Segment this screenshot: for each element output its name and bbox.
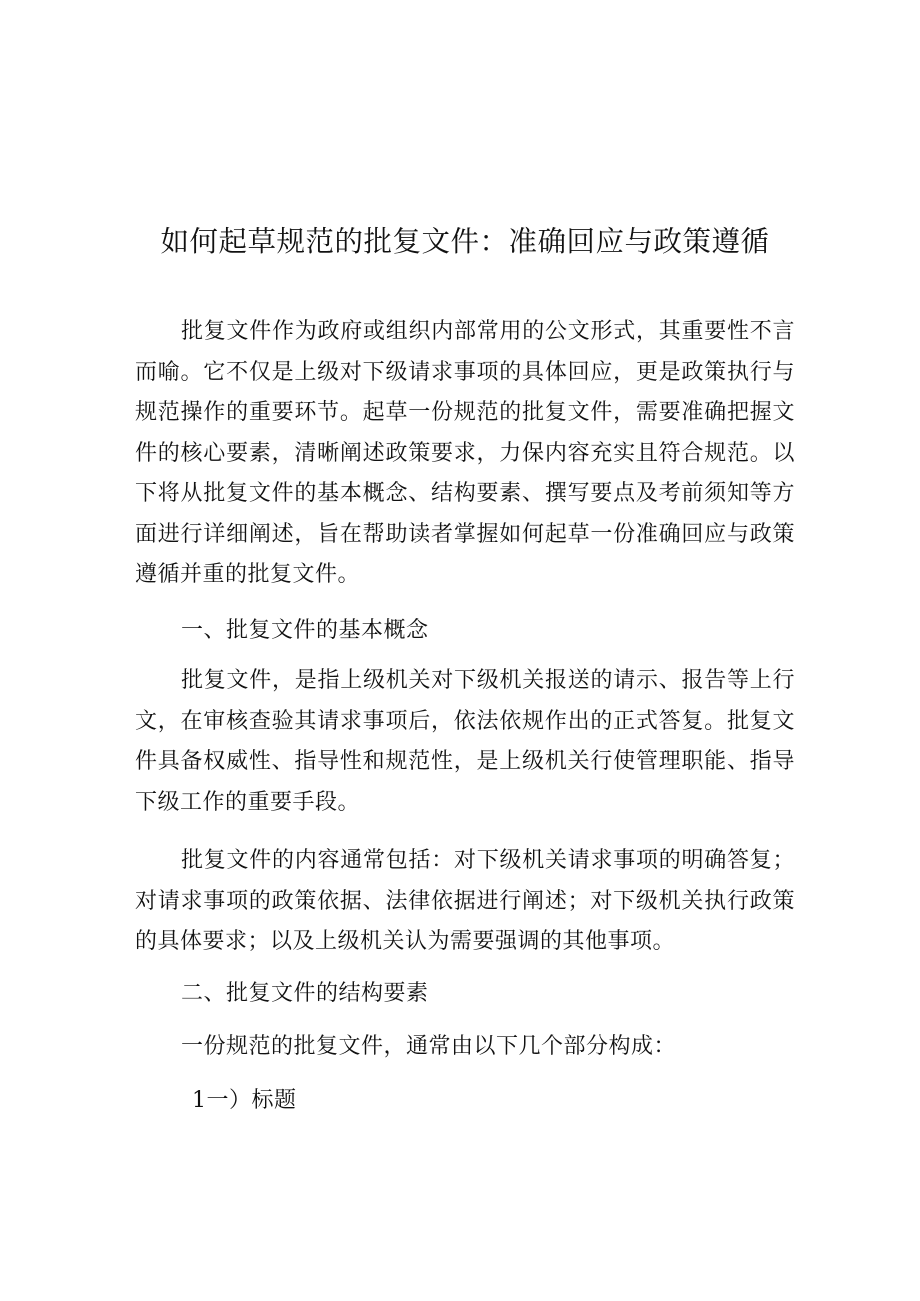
- document-title: 如何起草规范的批复文件：准确回应与政策遵循: [160, 225, 770, 258]
- list-item-title: 1一）标题: [192, 1088, 297, 1113]
- section-heading-basic-concept: 一、批复文件的基本概念: [181, 618, 429, 643]
- structure-intro-paragraph: 一份规范的批复文件，通常由以下几个部分构成：: [181, 1034, 677, 1059]
- definition-paragraph: 批复文件，是指上级机关对下级机关报送的请示、报告等上行文，在审核查验其请求事项后，依法依规作出的正式答复。批复文件具备权威性、指导性和规范性，是上级机关行使管理职能、指导下级工作的重要手段。: [135, 668, 795, 815]
- intro-paragraph: 批复文件作为政府或组织内部常用的公文形式，其重要性不言而喻。它不仅是上级对下级请求事项的具体回应，更是政策执行与规范操作的重要环节。起草一份规范的批复文件，需要准确把握文件的核心要素，清晰阐述政策要求，力保内容充实且符合规范。以下将从批复文件的基本概念、结构要素、撰写要点及考前须知等方面进行详细阐述，旨在帮助读者掌握如何起草一份准确回应与政策遵循并重的批复文件。: [135, 319, 795, 587]
- section-heading-structure: 二、批复文件的结构要素: [181, 981, 429, 1006]
- content-paragraph: 批复文件的内容通常包括：对下级机关请求事项的明确答复；对请求事项的政策依据、法律依据进行阐述；对下级机关执行政策的具体要求；以及上级机关认为需要强调的其他事项。: [135, 848, 795, 954]
